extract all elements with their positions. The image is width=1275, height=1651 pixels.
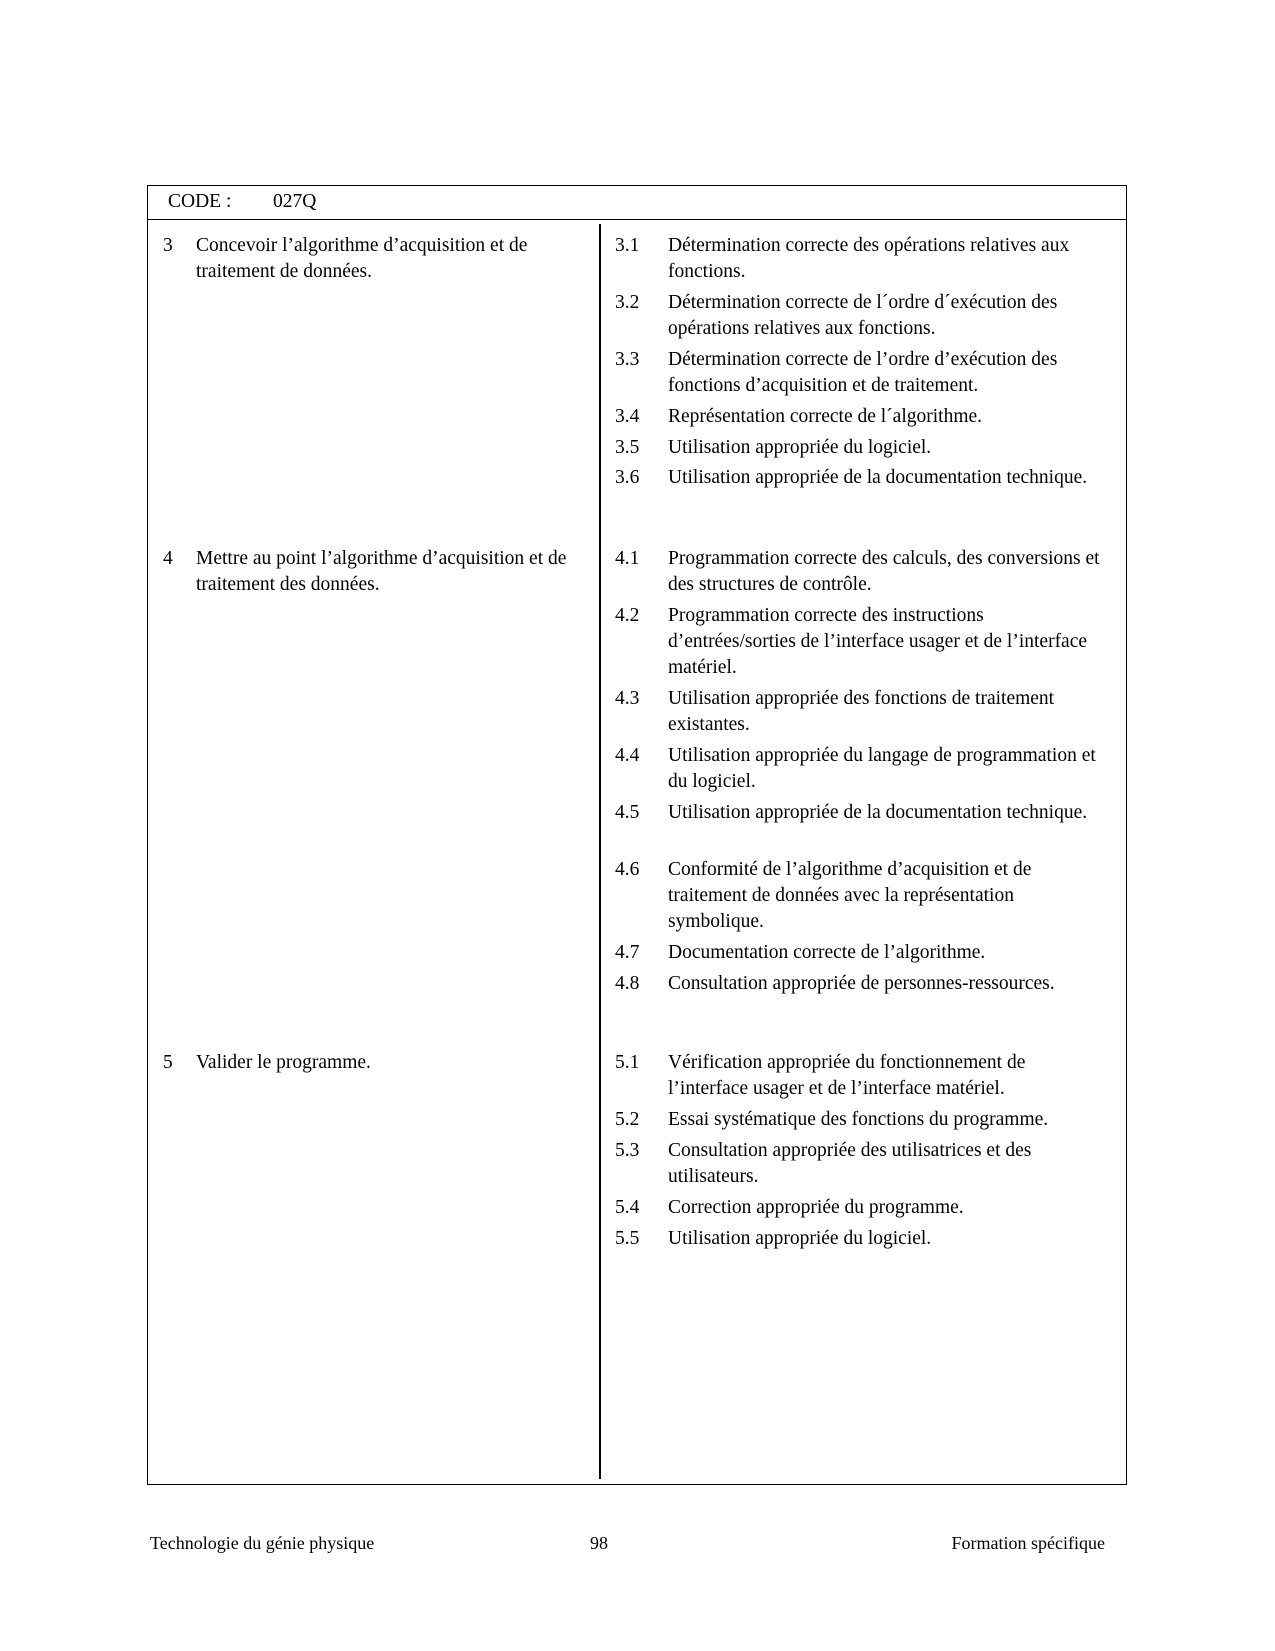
- criterion-number: 3.1: [615, 235, 640, 256]
- criterion-item: [615, 686, 1105, 738]
- criterion-number: 3.2: [615, 292, 640, 313]
- criterion-item: [615, 435, 1105, 461]
- criterion-item: [615, 857, 1105, 935]
- objective-item: [163, 233, 583, 285]
- objective-number: 4: [163, 548, 173, 569]
- criterion-number: 4.6: [615, 859, 640, 880]
- criterion-item: [615, 1107, 1105, 1133]
- criterion-text: Correction appropriée du programme.: [668, 1197, 964, 1218]
- criterion-text: Conformité de l’algorithme d’acquisition et de traitement de données avec la représentation symbolique.: [668, 859, 1032, 932]
- criterion-text: Utilisation appropriée du logiciel.: [668, 1228, 932, 1249]
- criterion-text: Utilisation appropriée des fonctions de traitement existantes.: [668, 688, 1055, 735]
- code-header: [148, 186, 1126, 220]
- criterion-item: [615, 971, 1105, 997]
- criterion-number: 3.5: [615, 437, 640, 458]
- criterion-text: Essai systématique des fonctions du programme.: [668, 1109, 1049, 1130]
- code-value: 027Q: [273, 191, 317, 212]
- criterion-text: Documentation correcte de l’algorithme.: [668, 942, 986, 963]
- criterion-text: Détermination correcte de l´ordre d´exécution des opérations relatives aux fonctions.: [668, 292, 1058, 339]
- criterion-number: 4.7: [615, 942, 640, 963]
- criterion-number: 3.3: [615, 349, 640, 370]
- criterion-number: 4.8: [615, 973, 640, 994]
- criterion-number: 4.4: [615, 745, 640, 766]
- criterion-number: 5.4: [615, 1197, 640, 1218]
- page-footer: [150, 1533, 1105, 1559]
- criterion-item: [615, 940, 1105, 966]
- competency-table: [147, 185, 1127, 1485]
- criterion-number: 4.2: [615, 605, 640, 626]
- criterion-item: [615, 1226, 1105, 1252]
- criterion-text: Consultation appropriée de personnes-ressources.: [668, 973, 1055, 994]
- column-divider: [599, 224, 601, 1479]
- criterion-text: Détermination correcte de l’ordre d’exécution des fonctions d’acquisition et de traitement.: [668, 349, 1058, 396]
- criterion-number: 5.3: [615, 1140, 640, 1161]
- criterion-item: [615, 347, 1105, 399]
- page-number: 98: [590, 1533, 608, 1553]
- criterion-number: 4.5: [615, 802, 640, 823]
- objective-item: [163, 546, 583, 598]
- footer-program-title: Technologie du génie physique: [150, 1533, 375, 1553]
- criterion-item: [615, 290, 1105, 342]
- criterion-text: Programmation correcte des calculs, des conversions et des structures de contrôle.: [668, 548, 1100, 595]
- objective-text: Concevoir l’algorithme d’acquisition et de traitement de données.: [196, 235, 528, 282]
- criterion-item: [615, 465, 1105, 491]
- criterion-text: Détermination correcte des opérations relatives aux fonctions.: [668, 235, 1070, 282]
- objective-text: Valider le programme.: [196, 1052, 371, 1073]
- criterion-text: Représentation correcte de l´algorithme.: [668, 406, 983, 427]
- criterion-number: 3.4: [615, 406, 640, 427]
- criterion-text: Utilisation appropriée du langage de programmation et du logiciel.: [668, 745, 1096, 792]
- criterion-item: [615, 1138, 1105, 1190]
- criterion-number: 5.1: [615, 1052, 640, 1073]
- criterion-text: Utilisation appropriée du logiciel.: [668, 437, 932, 458]
- criterion-item: [615, 800, 1105, 826]
- criterion-text: Vérification appropriée du fonctionnement de l’interface usager et de l’interface matériel.: [668, 1052, 1026, 1099]
- objective-number: 3: [163, 235, 173, 256]
- criterion-number: 5.2: [615, 1109, 640, 1130]
- criterion-item: [615, 743, 1105, 795]
- criterion-number: 4.3: [615, 688, 640, 709]
- criterion-number: 3.6: [615, 467, 640, 488]
- criterion-text: Consultation appropriée des utilisatrices et des utilisateurs.: [668, 1140, 1032, 1187]
- criterion-text: Utilisation appropriée de la documentation technique.: [668, 467, 1088, 488]
- criterion-text: Utilisation appropriée de la documentation technique.: [668, 802, 1088, 823]
- criterion-item: [615, 1195, 1105, 1221]
- footer-section-title: Formation spécifique: [951, 1533, 1105, 1553]
- criterion-number: 5.5: [615, 1228, 640, 1249]
- criterion-item: [615, 233, 1105, 285]
- criterion-number: 4.1: [615, 548, 640, 569]
- criterion-text: Programmation correcte des instructions d’entrées/sorties de l’interface usager et de l’interface matériel.: [668, 605, 1088, 678]
- criterion-item: [615, 1050, 1105, 1102]
- objective-number: 5: [163, 1052, 173, 1073]
- criterion-item: [615, 546, 1105, 598]
- code-label: CODE :: [168, 191, 232, 212]
- criterion-item: [615, 404, 1105, 430]
- criterion-item: [615, 603, 1105, 681]
- objective-item: [163, 1050, 371, 1076]
- code-underline: [148, 219, 384, 220]
- objective-text: Mettre au point l’algorithme d’acquisition et de traitement des données.: [196, 548, 567, 595]
